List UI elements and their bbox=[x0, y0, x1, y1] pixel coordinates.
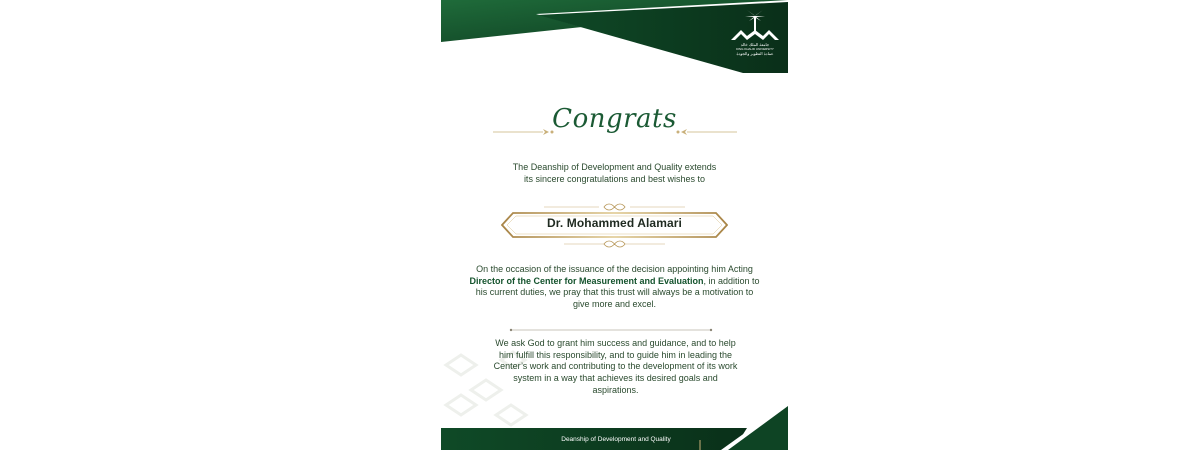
logo-deanship-arabic: عمادة التطوير والجودة bbox=[736, 51, 774, 56]
congratulations-card bbox=[441, 0, 788, 450]
name-ornament-top bbox=[544, 202, 685, 212]
appointed-position: Director of the Center for Measurement and Evaluation bbox=[469, 275, 704, 286]
congrats-heading: Congrats bbox=[552, 104, 677, 134]
logo-english-name: KING KHALID UNIVERSITY bbox=[736, 47, 774, 51]
divider bbox=[509, 328, 713, 332]
footer-deanship: Deanship of Development and Quality bbox=[561, 436, 671, 443]
intro-text: The Deanship of Development and Quality extends its sincere congratulations and best wishes to bbox=[512, 162, 717, 184]
occasion-text-end: , in addition to his current duties, we pray that this trust will always be a motivation to give more and excel. bbox=[475, 275, 760, 309]
palm-tree-icon bbox=[727, 8, 783, 42]
name-ornament-bottom bbox=[544, 239, 685, 249]
recipient-name: Dr. Mohammed Alamari bbox=[547, 216, 682, 230]
occasion-paragraph bbox=[469, 264, 760, 310]
prayer-paragraph: We ask God to grant him success and guidance, and to help him fulfill this responsibility, and to guide him in leading the Center’s work and contributing to the development of its work system in a way that achieves its desired goals and aspirations. bbox=[493, 338, 738, 395]
occasion-text-start: On the occasion of the issuance of the decision appointing him Acting bbox=[476, 264, 753, 274]
university-logo bbox=[727, 8, 783, 60]
logo-arabic-name: جامعة الملك خالد bbox=[740, 42, 770, 47]
heading-ornament-right bbox=[673, 128, 737, 136]
